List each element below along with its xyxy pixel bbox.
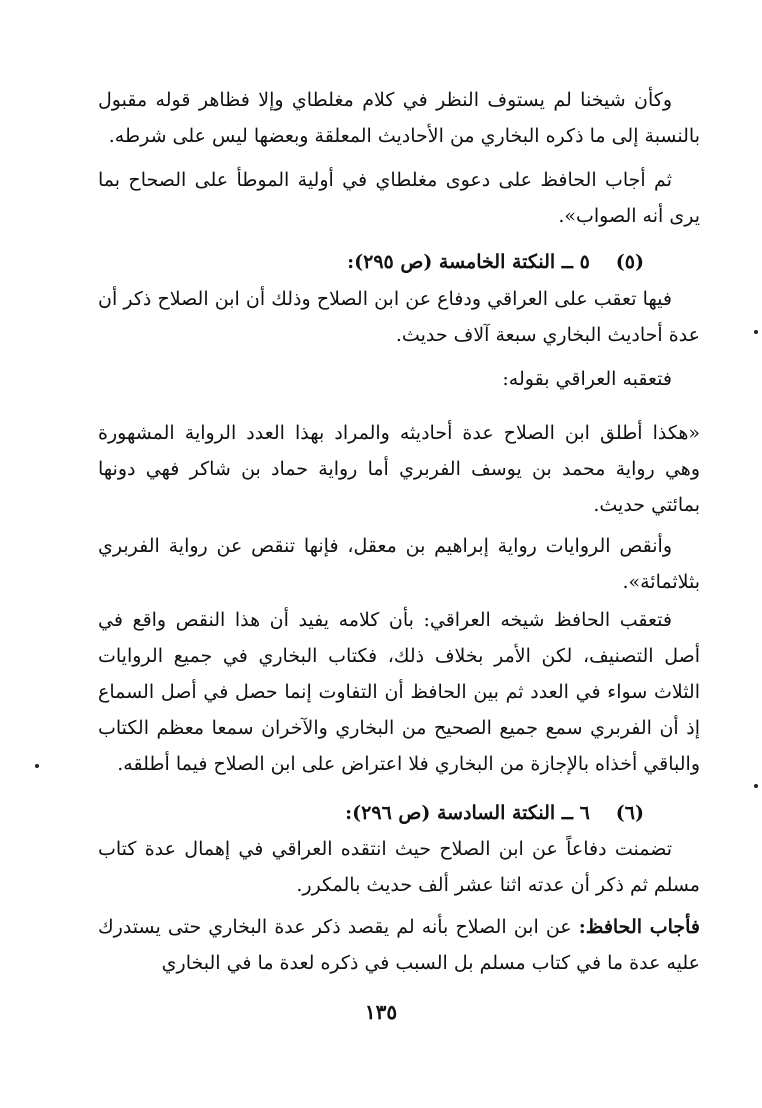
section-heading-5-number: (٥) — [615, 251, 644, 273]
section-heading-5 — [347, 247, 644, 277]
paragraph-9-lead: فأجاب الحافظ: — [578, 916, 700, 938]
quote-paragraph-1 — [98, 415, 700, 523]
margin-mark-left — [35, 764, 39, 768]
paragraph-1-text: وكأن شيخنا لم يستوف النظر في كلام مغلطاي وإلا فظاهر قوله مقبول بالنسبة إلى ما ذكره البخاري من الأحاديث المعلقة وبعضها ليس على شرطه. — [98, 89, 700, 147]
margin-mark-lower — [754, 784, 758, 788]
paragraph-3-text: فيها تعقب على العراقي ودفاع عن ابن الصلاح وذلك أن ابن الصلاح ذكر أن عدة أحاديث البخاري سبعة آلاف حديث. — [98, 288, 700, 346]
section-heading-6 — [345, 798, 644, 828]
paragraph-7 — [98, 602, 700, 782]
paragraph-9-text — [98, 909, 700, 981]
paragraph-9-body: عن ابن الصلاح بأنه لم يقصد ذكر عدة البخاري حتى يستدرك عليه عدة ما في كتاب مسلم بل السبب في ذكره لعدة ما في البخاري — [98, 916, 700, 974]
section-heading-6-title: ٦ ــ النكتة السادسة (ص ٢٩٦): — [345, 802, 590, 824]
paragraph-1 — [98, 82, 700, 154]
paragraph-4-text: فتعقبه العراقي بقوله: — [502, 368, 672, 390]
paragraph-9 — [98, 909, 700, 981]
section-heading-5-title: ٥ ــ النكتة الخامسة (ص ٢٩٥): — [347, 251, 590, 273]
page-number: ١٣٥ — [364, 1000, 398, 1024]
paragraph-2-text: ثم أجاب الحافظ على دعوى مغلطاي في أولية الموطأ على الصحاح بما يرى أنه الصواب». — [98, 169, 700, 227]
section-heading-6-number: (٦) — [615, 802, 644, 824]
paragraph-2 — [98, 162, 700, 234]
paragraph-7-text: فتعقب الحافظ شيخه العراقي: بأن كلامه يفيد أن هذا النقص واقع في أصل التصنيف، لكن الأمر بخلاف ذلك، فكتاب البخاري في جميع الروايات الثلاث سواء في العدد ثم بين الحافظ أن التفاوت إنما حصل في أصل السماع إذ أن الفربري سمع جميع الصحيح من البخاري والآخران سمعا معظم الكتاب والباقي أخذاه بالإجازة من البخاري فلا اعتراض على ابن الصلاح فيما أطلقه. — [98, 609, 700, 775]
paragraph-8-text: تضمنت دفاعاً عن ابن الصلاح حيث انتقده العراقي في إهمال عدة كتاب مسلم ثم ذكر أن عدته اثنا عشر ألف حديث بالمكرر. — [98, 838, 700, 896]
quote-paragraph-2 — [98, 528, 700, 600]
paragraph-3 — [98, 281, 700, 353]
margin-mark-upper — [754, 330, 758, 334]
quote-paragraph-1-text: «هكذا أطلق ابن الصلاح عدة أحاديثه والمراد بهذا العدد الرواية المشهورة وهي رواية محمد بن يوسف الفربري أما رواية حماد بن شاكر فهي دونها بمائتي حديث. — [98, 422, 700, 516]
paragraph-8 — [98, 831, 700, 903]
quote-paragraph-2-text: وأنقص الروايات رواية إبراهيم بن معقل، فإنها تنقص عن رواية الفربري بثلاثمائة». — [98, 535, 700, 593]
paragraph-4 — [98, 361, 700, 397]
